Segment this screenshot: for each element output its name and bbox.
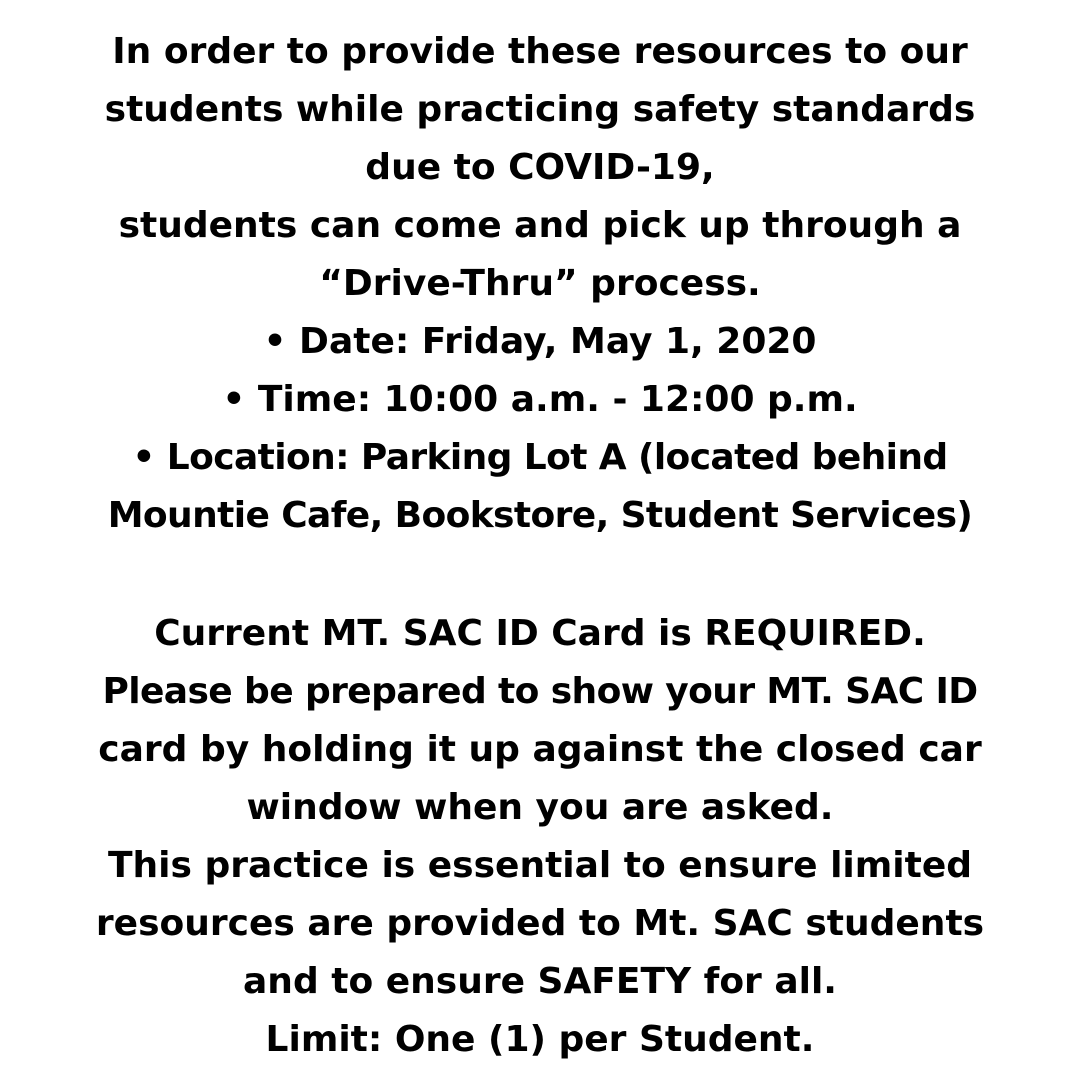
intro-line-1: In order to provide these resources to our <box>112 31 968 72</box>
requirement-line-4: window when you are asked. <box>246 787 834 828</box>
requirement-line-7: and to ensure SAFETY for all. <box>243 961 837 1002</box>
requirement-line-2: Please be prepared to show your MT. SAC ID <box>102 671 978 712</box>
requirement-line-6: resources are provided to Mt. SAC students <box>95 903 985 944</box>
location-detail-line-2: Mountie Cafe, Bookstore, Student Services) <box>107 495 973 536</box>
intro-line-3: due to COVID-19, <box>365 147 715 188</box>
requirement-line-5: This practice is essential to ensure limited <box>107 845 973 886</box>
requirement-line-8: Limit: One (1) per Student. <box>265 1019 815 1060</box>
requirement-line-3: card by holding it up against the closed car <box>98 729 982 770</box>
requirement-line-1: Current MT. SAC ID Card is REQUIRED. <box>154 613 926 654</box>
location-detail-line-1: • Location: Parking Lot A (located behind <box>132 437 948 478</box>
date-detail: • Date: Friday, May 1, 2020 <box>263 321 817 362</box>
intro-line-4: students can come and pick up through a <box>118 205 962 246</box>
intro-line-2: students while practicing safety standards <box>104 89 976 130</box>
time-detail: • Time: 10:00 a.m. - 12:00 p.m. <box>222 379 858 420</box>
intro-line-5: “Drive-Thru” process. <box>319 263 761 304</box>
